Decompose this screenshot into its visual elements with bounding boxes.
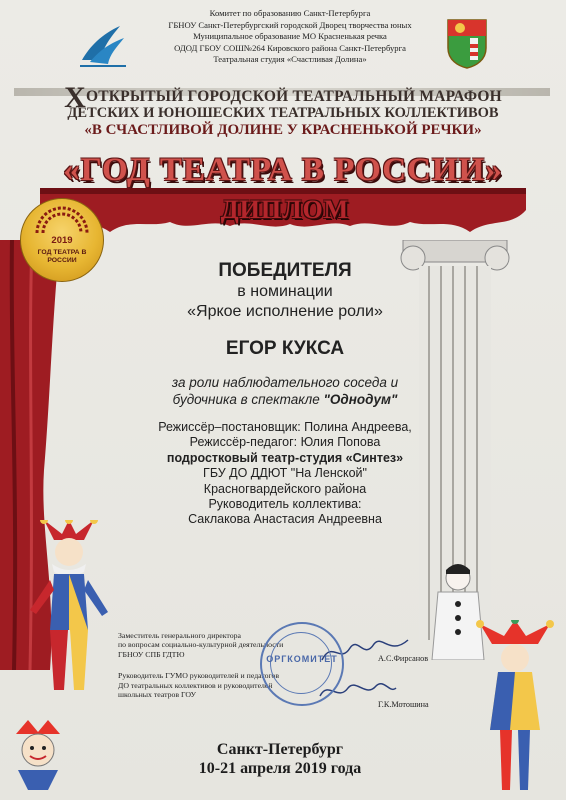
- roles-line-1: за роли наблюдательного соседа и: [171, 375, 399, 390]
- director-credit: Режиссёр–постановщик: Полина Андреева,: [158, 420, 412, 434]
- marathon-line-1: ОТКРЫТЫЙ ГОРОДСКОЙ ТЕАТРАЛЬНЫЙ МАРАФОН: [85, 88, 502, 105]
- marathon-title: [30, 81, 536, 139]
- signatory-2-line: школьных театров ГОУ: [118, 690, 197, 700]
- signatory-2-line: ДО театральных коллективов и руководителей: [118, 680, 273, 690]
- play-title: "Однодум": [323, 392, 398, 407]
- badge-text: ГОД ТЕАТРА В РОССИИ: [37, 249, 87, 264]
- marathon-line-2: ДЕТСКИХ И ЮНОШЕСКИХ ТЕАТРАЛЬНЫХ КОЛЛЕКТИВОВ: [67, 105, 499, 121]
- badge-year: 2019: [51, 235, 73, 246]
- nomination-title: «Яркое исполнение роли»: [187, 303, 383, 320]
- header-line: Муниципальное образование МО Красненькая речка: [193, 31, 387, 41]
- jester-girl-figure-icon: [470, 620, 560, 800]
- header-line: ГБНОУ Санкт-Петербургский городской Дворец творчества юных: [168, 19, 412, 30]
- diploma-heading: ДИПЛОМ: [220, 195, 350, 224]
- committee-logo-icon: [76, 16, 132, 72]
- signatory-1-line: по вопросам социально-культурной деятельности: [118, 640, 284, 650]
- teacher-credit: Режиссёр-педагог: Юлия Попова: [189, 435, 381, 450]
- signatory-1-name: А.С.Фирсанов: [378, 654, 429, 663]
- signatory-2-line: Руководитель ГУМО руководителей и педагогов: [118, 671, 280, 681]
- event-dates: 10-21 апреля 2019 года: [198, 760, 362, 777]
- signatory-1-line: ГБНОУ СПБ ГДТЮ: [118, 649, 185, 659]
- studio-name: подростковый театр-студия «Синтез»: [166, 450, 404, 465]
- roman-numeral: Х: [64, 81, 86, 114]
- header-line: Театральная студия «Счастливая Долина»: [213, 54, 367, 64]
- theatre-mask-icon: [8, 720, 68, 790]
- city-name: Санкт-Петербург: [216, 741, 344, 758]
- nomination-label: в номинации: [237, 283, 333, 300]
- winner-heading: ПОБЕДИТЕЛЯ: [218, 260, 352, 281]
- year-of-theatre-banner: «ГОД ТЕАТРА В РОССИИ»: [63, 152, 503, 188]
- signatory-2-name: Г.К.Мотошина: [378, 700, 429, 709]
- footer-location: [140, 740, 420, 778]
- organization-name: ГБУ ДО ДДЮТ "На Ленской": [203, 466, 367, 481]
- district-name: Красногвардейского района: [203, 481, 367, 496]
- marathon-line-3: «В СЧАСТЛИВОЙ ДОЛИНЕ У КРАСНЕНЬКОЙ РЕЧКИ»: [84, 122, 482, 138]
- signatory-1-line: Заместитель генерального директора: [118, 631, 241, 640]
- credits-block: [120, 420, 450, 528]
- leader-label: Руководитель коллектива:: [208, 497, 362, 512]
- issuer-header: [130, 8, 450, 66]
- roles-description: [120, 374, 450, 408]
- stamp-text: ОРГКОМИТЕТ: [266, 654, 338, 664]
- award-body: [120, 260, 450, 528]
- recipient-name: ЕГОР КУКСА: [225, 338, 345, 359]
- roles-line-2: будочника в спектакле: [172, 392, 324, 407]
- header-line: Комитет по образованию Санкт-Петербурга: [209, 8, 371, 18]
- leader-name: Саклакова Анастасия Андреевна: [188, 512, 382, 527]
- coat-of-arms-icon: [446, 18, 488, 70]
- organizing-committee-stamp: [260, 622, 344, 706]
- header-line: ОДОД ГБОУ СОШ№264 Кировского района Санкт-Петербурга: [174, 42, 406, 53]
- year-of-theatre-badge: [20, 198, 104, 282]
- harlequin-figure-icon: [24, 520, 114, 710]
